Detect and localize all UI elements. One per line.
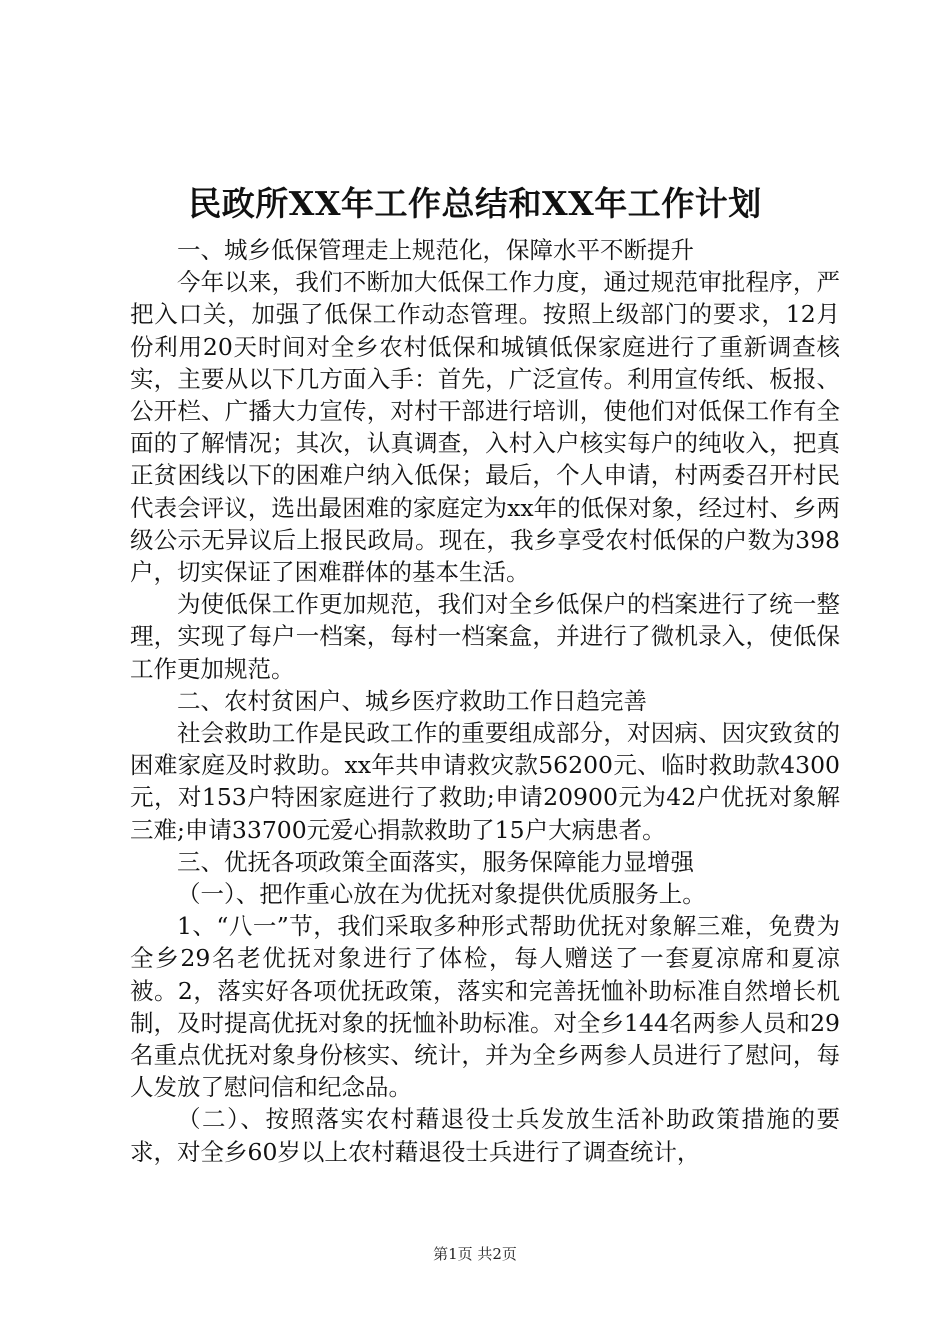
page-number-footer: 第1页 共2页 [433,1245,517,1263]
body-paragraph: 为使低保工作更加规范，我们对全乡低保户的档案进行了统一整理，实现了每户一档案，每村一档案盒，并进行了微机录入，使低保工作更加规范。 [130,590,840,683]
body-paragraph: 今年以来，我们不断加大低保工作力度，通过规范审批程序，严把入口关，加强了低保工作动态管理。按照上级部门的要求，12月份利用20天时间对全乡农村低保和城镇低保家庭进行了重新调查核实，主要从以下几方面入手：首先，广泛宣传。利用宣传纸、板报、公开栏、广播大力宣传，对村干部进行培训，使他们对低保工作有全面的了解情况；其次，认真调查，入村入户核实每户的纯收入，把真正贫困线以下的困难户纳入低保；最后，个人申请，村两委召开村民代表会评议，选出最困难的家庭定为xx年的低保对象，经过村、乡两级公示无异议后上报民政局。现在，我乡享受农村低保的户数为398户，切实保证了困难群体的基本生活。 [130,268,840,587]
document-body [130,234,840,1168]
body-paragraph: （二）、按照落实农村藉退役士兵发放生活补助政策措施的要求，对全乡60岁以上农村藉退役士兵进行了调查统计， [130,1105,840,1166]
body-paragraph: 1、“八一”节，我们采取多种形式帮助优抚对象解三难，免费为全乡29名老优抚对象进行了体检，每人赠送了一套夏凉席和夏凉被。2，落实好各项优抚政策，落实和完善抚恤补助标准自然增长机制，及时提高优抚对象的抚恤补助标准。对全乡144名两参人员和29名重点优抚对象身份核实、统计，并为全乡两参人员进行了慰问，每人发放了慰问信和纪念品。 [130,912,840,1102]
section-heading-1: 一、城乡低保管理走上规范化，保障水平不断提升 [177,236,694,264]
section-heading-2: 二、农村贫困户、城乡医疗救助工作日趋完善 [177,686,647,715]
document-title: 民政所XX年工作总结和XX年工作计划 [188,184,762,223]
subsection-heading: （一）、把作重心放在为优抚对象提供优质服务上。 [177,880,706,909]
body-paragraph: 社会救助工作是民政工作的重要组成部分，对因病、因灾致贫的困难家庭及时救助。xx年共申请救灾款56200元、临时救助款4300元，对153户特困家庭进行了救助;申请20900元为42户优抚对象解三难;申请33700元爱心捐款救助了15户大病患者。 [130,719,840,844]
section-heading-3: 三、优抚各项政策全面落实，服务保障能力显增强 [177,847,694,876]
